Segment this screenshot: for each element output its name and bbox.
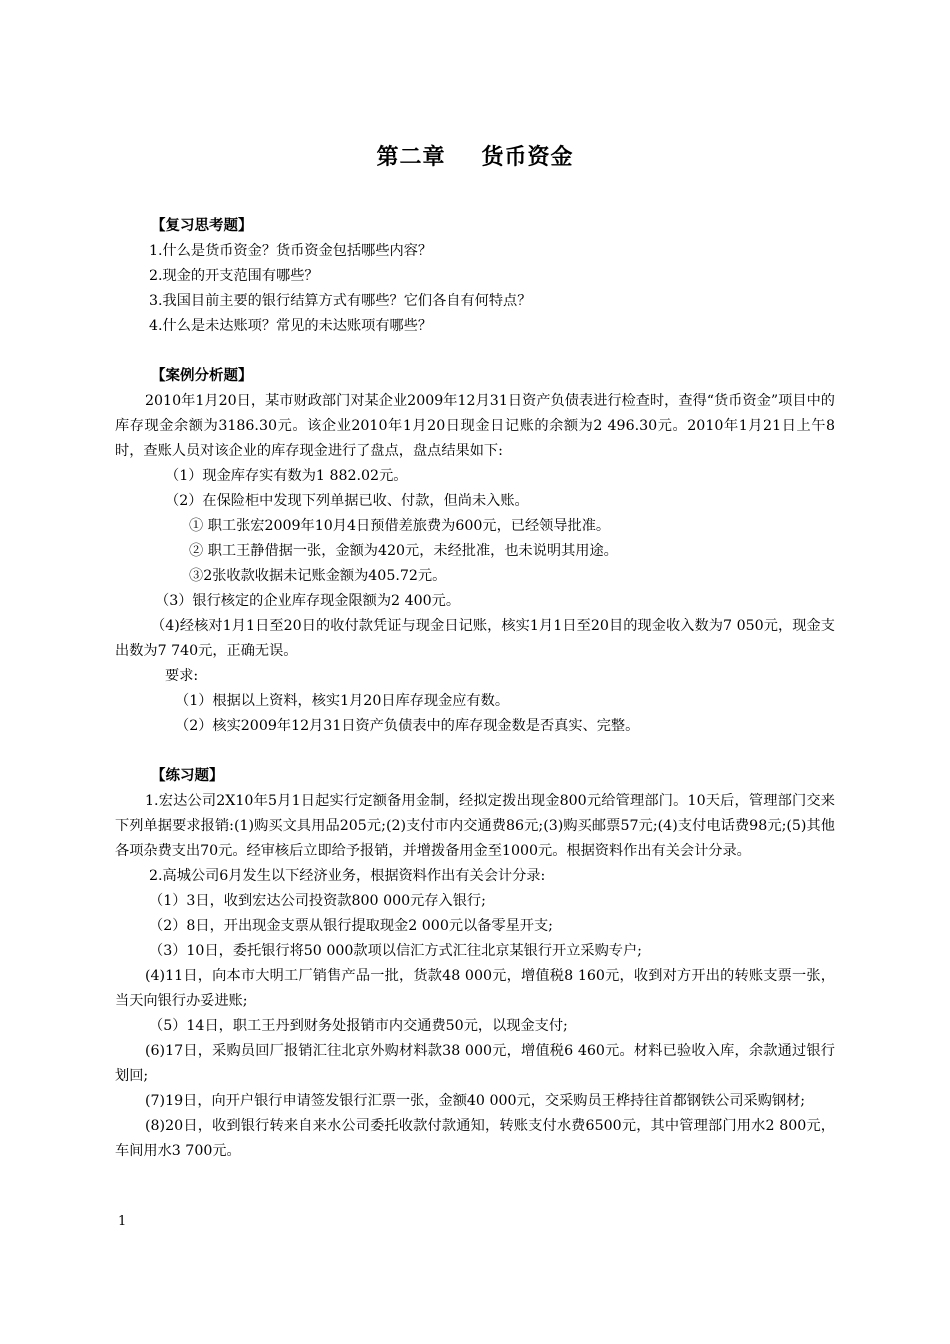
exercise-2-item-4: (4)11日，向本市大明工厂销售产品一批，货款48 000元，增值税8 160元，收到对方开出的转账支票一张，当天向银行办妥进账;: [115, 968, 835, 1009]
case-result-2a: ① 职工张宏2009年10月4日预借差旅费为600元，已经领导批准。: [189, 518, 611, 534]
exercise-heading: 【练习题】: [151, 768, 224, 784]
case-requirement-1: （1）根据以上资料，核实1月20日库存现金应有数。: [175, 693, 510, 709]
exercise-1: 1.宏达公司2X10年5月1日起实行定额备用金制，经拟定拨出现金800元给管理部门。10天后，管理部门交来下列单据要求报销:(1)购买文具用品205元;(2)支付市内交通费86元;(3)购买邮票57元;(4)支付电话费98元;(5)其他各项杂费支出70元。经审核后立即给予报销，并增拨备用金至1000元。根据资料作出有关会计分录。: [115, 793, 835, 859]
exercise-2-item-2: （2）8日，开出现金支票从银行提取现金2 000元以备零星开支;: [149, 918, 553, 934]
case-result-2: （2）在保险柜中发现下列单据已收、付款，但尚未入账。: [165, 493, 529, 509]
review-heading: 【复习思考题】: [151, 218, 253, 234]
page-number: 1: [118, 1214, 127, 1229]
exercise-2-item-5: （5）14日，职工王丹到财务处报销市内交通费50元，以现金支付;: [149, 1018, 568, 1034]
case-result-1: （1）现金库存实有数为1 882.02元。: [165, 468, 408, 484]
chapter-title: [0, 140, 950, 171]
case-heading: 【案例分析题】: [151, 368, 253, 384]
document-body: [115, 214, 835, 1164]
review-question-3: 3.我国目前主要的银行结算方式有哪些？它们各自有何特点？: [149, 293, 532, 309]
review-question-1: 1.什么是货币资金？货币资金包括哪些内容？: [149, 243, 433, 259]
exercise-2-intro: 2.高城公司6月发生以下经济业务，根据资料作出有关会计分录:: [149, 868, 546, 884]
case-result-4: （4)经核对1月1日至20日的收付款凭证与现金日记账，核实1月1日至20目的现金收入数为7 050元，现金支出数为7 740元，正确无误。: [115, 618, 835, 659]
case-result-3: （3）银行核定的企业库存现金限额为2 400元。: [155, 593, 461, 609]
case-result-2b: ② 职工王静借据一张，金额为420元，未经批准，也未说明其用途。: [189, 543, 618, 559]
exercise-2-item-1: （1）3日，收到宏达公司投资款800 000元存入银行;: [149, 893, 486, 909]
exercise-2-item-6: (6)17日，采购员回厂报销汇往北京外购材料款38 000元，增值税6 460元。材料已验收入库，余款通过银行划回;: [115, 1043, 835, 1084]
exercise-2-item-7: (7)19日，向开户银行申请签发银行汇票一张，金额40 000元，交采购员王桦持往首都钢铁公司采购钢材;: [145, 1093, 806, 1109]
chapter-name: 货币资金: [481, 145, 574, 170]
chapter-number: 第二章: [376, 145, 446, 170]
review-question-4: 4.什么是未达账项？常见的未达账项有哪些？: [149, 318, 433, 334]
case-requirement-2: （2）核实2009年12月31日资产负债表中的库存现金数是否真实、完整。: [175, 718, 640, 734]
case-intro: 2010年1月20日，某市财政部门对某企业2009年12月31日资产负债表进行检查时，查得“货币资金”项目中的库存现金余额为3186.30元。该企业2010年1月20日现金日记账的余额为2 496.30元。2010年1月21日上午8时，查账人员对该企业的库存现金进行了盘点，盘点结果如下:: [115, 393, 835, 459]
case-result-2c: ③2张收款收据未记账金额为405.72元。: [189, 568, 447, 584]
case-requirement-label: 要求:: [165, 668, 199, 684]
exercise-2-item-8: (8)20日，收到银行转来自来水公司委托收款付款通知，转账支付水费6500元，其中管理部门用水2 800元，车间用水3 700元。: [115, 1118, 835, 1159]
exercise-2-item-3: （3）10日，委托银行将50 000款项以信汇方式汇往北京某银行开立采购专户;: [149, 943, 642, 959]
review-question-2: 2.现金的开支范围有哪些？: [149, 268, 319, 284]
